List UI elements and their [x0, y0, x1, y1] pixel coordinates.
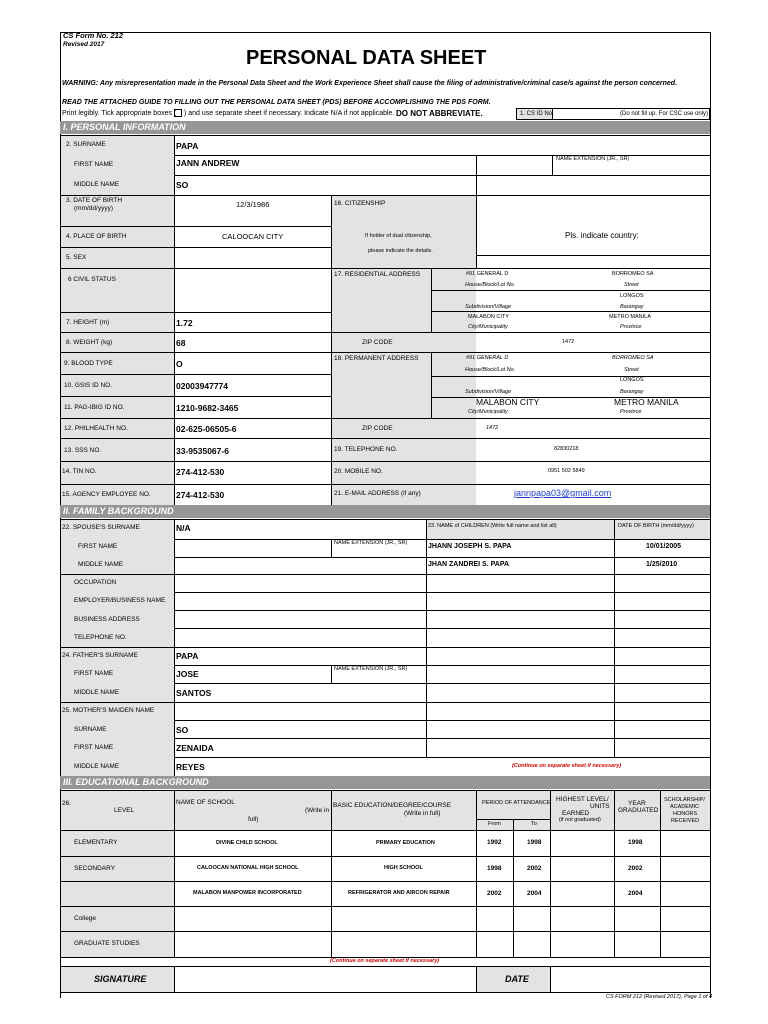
perm-barangay-value[interactable]: LONGOS: [620, 377, 644, 383]
scholarship-header-a: SCHOLARSHIP/: [664, 797, 705, 803]
first-name-value[interactable]: JANN ANDREW: [176, 158, 240, 168]
agency-employee-value[interactable]: 274-412-530: [176, 490, 225, 500]
highest-level-header-a: HIGHEST LEVEL/: [556, 796, 609, 803]
child-dob-1[interactable]: 10/01/2005: [646, 543, 682, 550]
perm-house-value[interactable]: #91 GENERAL D: [466, 355, 509, 361]
blood-type-value[interactable]: O: [176, 359, 183, 369]
year-graduated-header-b: GRADUATED: [618, 807, 659, 814]
name-extension-label: NAME EXTENSION (JR., SR): [556, 156, 630, 162]
spouse-name-ext-label: NAME EXTENSION (JR., SR): [334, 540, 408, 546]
do-not-abbreviate: DO NOT ABBREVIATE.: [396, 109, 483, 118]
cs-id-note: (Do not fill up. For CSC use only): [620, 111, 709, 117]
spouse-surname-label: 22. SPOUSE'S SURNAME: [62, 524, 140, 531]
date-label: DATE: [505, 974, 529, 984]
philhealth-value[interactable]: 02-625-06505-6: [176, 424, 237, 434]
res-house-value[interactable]: #91 GENERAL D: [466, 271, 509, 277]
subdivision-caption: Subdivision/Village: [465, 304, 512, 310]
barangay-caption: Barangay: [620, 304, 644, 310]
revised-note: Revised 2017: [63, 41, 105, 48]
edu-level-5: GRADUATE STUDIES: [74, 940, 140, 947]
father-surname-value[interactable]: PAPA: [176, 651, 199, 661]
course-header: BASIC EDUCATION/DEGREE/COURSE: [333, 802, 451, 809]
middle-name-label: MIDDLE NAME: [74, 181, 120, 188]
dob-label: 3. DATE OF BIRTH: [66, 197, 123, 204]
edu-from-3[interactable]: 2002: [487, 890, 502, 897]
scholarship-header-d: RECEIVED: [671, 818, 700, 824]
place-of-birth-label: 4. PLACE OF BIRTH: [66, 233, 127, 240]
sex-label: 5. SEX: [66, 254, 87, 261]
perm-street-value[interactable]: BORROMEO SA: [612, 355, 654, 361]
res-street-value[interactable]: BORROMEO SA: [612, 271, 654, 277]
edu-number: 26.: [62, 800, 72, 807]
edu-to-3[interactable]: 2004: [527, 890, 542, 897]
level-header: LEVEL: [114, 807, 135, 814]
print-instructions-b: ) and use separate sheet if necessary. Indicate N/A if not applicable.: [184, 110, 395, 117]
page-footer-note: CS FORM 212 (Revised 2017), Page 1 of 4: [606, 994, 713, 1000]
mother-middle-name-label: MIDDLE NAME: [74, 763, 120, 770]
surname-value[interactable]: PAPA: [176, 141, 199, 151]
mobile-value[interactable]: 0951 502 5849: [548, 468, 585, 474]
edu-year-2[interactable]: 2002: [628, 865, 643, 872]
height-label: 7. HEIGHT (m): [66, 319, 110, 326]
spouse-middle-name-label: MIDDLE NAME: [78, 561, 124, 568]
mother-first-name-value[interactable]: ZENAIDA: [176, 743, 214, 753]
pagibig-value[interactable]: 1210-9682-3465: [176, 403, 239, 413]
first-name-label: FIRST NAME: [74, 161, 114, 168]
res-barangay-value[interactable]: LONGOS: [620, 293, 644, 299]
highest-level-header-b: UNITS: [590, 803, 610, 810]
school-header: NAME OF SCHOOL: [176, 799, 235, 806]
city-caption: City/Municipality: [468, 324, 508, 330]
sss-value[interactable]: 33-9535067-6: [176, 446, 229, 456]
res-province-value[interactable]: METRO MANILA: [609, 314, 651, 320]
children-header: 23. NAME of CHILDREN (Write full name and list all): [428, 523, 557, 529]
spouse-telephone-label: TELEPHONE NO.: [74, 634, 127, 641]
edu-course-3[interactable]: REFRIGERATOR AND AIRCON REPAIR: [348, 890, 450, 896]
gsis-value[interactable]: 02003947774: [176, 381, 229, 391]
father-first-name-label: FIRST NAME: [74, 670, 114, 677]
child-dob-2[interactable]: 1/25/2010: [646, 561, 678, 568]
occupation-label: OCCUPATION: [74, 579, 117, 586]
signature-field[interactable]: [175, 967, 475, 992]
perm-province-caption: Province: [620, 409, 642, 415]
telephone-value[interactable]: 82830218: [554, 446, 579, 452]
place-of-birth-value[interactable]: CALOOCAN CITY: [222, 232, 284, 241]
father-middle-name-value[interactable]: SANTOS: [176, 688, 212, 698]
father-middle-name-label: MIDDLE NAME: [74, 689, 120, 696]
mother-middle-name-value[interactable]: REYES: [176, 762, 205, 772]
middle-name-value[interactable]: SO: [176, 180, 189, 190]
edu-from-2[interactable]: 1998: [487, 865, 502, 872]
page-title: PERSONAL DATA SHEET: [246, 47, 487, 69]
children-dob-header: DATE OF BIRTH (mm/dd/yyyy): [618, 523, 694, 529]
year-graduated-header-a: YEAR: [628, 800, 646, 807]
edu-level-1: ELEMENTARY: [74, 839, 118, 846]
mother-surname-label: SURNAME: [74, 726, 107, 733]
citizenship-label: 16. CITIZENSHIP: [334, 200, 386, 207]
tin-label: 14. TIN NO.: [62, 468, 97, 475]
school-full: full): [248, 816, 259, 823]
permanent-address-label: 18. PERMANENT ADDRESS: [334, 355, 419, 362]
perm-zip-label: ZIP CODE: [362, 425, 393, 432]
edu-course-2[interactable]: HIGH SCHOOL: [384, 865, 423, 871]
telephone-label: 19. TELEPHONE NO.: [334, 446, 398, 453]
edu-school-1[interactable]: DIVINE CHILD SCHOOL: [216, 840, 278, 846]
edu-to-2[interactable]: 2002: [527, 865, 542, 872]
edu-level-4: College: [74, 915, 97, 922]
course-subheader: (Write in full): [404, 810, 441, 817]
indicate-country-label: Pls. indicate country:: [565, 231, 639, 240]
perm-barangay-caption: Barangay: [620, 389, 644, 395]
signature-label: SIGNATURE: [94, 974, 147, 984]
child-name-1[interactable]: JHANN JOSEPH S. PAPA: [428, 543, 512, 550]
email-label: 21. E-MAIL ADDRESS (if any): [334, 490, 421, 497]
dob-format-label: (mm/dd/yyyy): [74, 205, 113, 212]
agency-employee-label: 15. AGENCY EMPLOYEE NO.: [62, 491, 151, 498]
street-caption: Street: [624, 282, 639, 288]
section-family-background: II. FAMILY BACKGROUND: [60, 505, 710, 518]
perm-street-caption: Street: [624, 367, 639, 373]
perm-city-value[interactable]: MALABON CITY: [476, 397, 540, 407]
res-zip-value[interactable]: 1472: [562, 339, 575, 345]
period-header: PERIOD OF ATTENDANCE: [482, 800, 551, 806]
edu-school-2[interactable]: CALOOCAN NATIONAL HIGH SCHOOL: [197, 865, 299, 871]
edu-year-1[interactable]: 1998: [628, 839, 643, 846]
scholarship-header-b: ACADEMIC: [670, 804, 700, 810]
edu-school-3[interactable]: MALABON MANPOWER INCORPORATED: [193, 890, 302, 896]
read-notice: READ THE ATTACHED GUIDE TO FILLING OUT THE PERSONAL DATA SHEET (PDS) BEFORE ACCOMPLISHING THE PDS FORM.: [62, 99, 491, 106]
civil-status-label: 6 CIVIL STATUS: [68, 276, 116, 283]
section-personal-information: I. PERSONAL INFORMATION: [60, 121, 710, 134]
employer-label: EMPLOYER/BUSINESS NAME: [74, 597, 166, 604]
spouse-surname-value[interactable]: N/A: [176, 523, 191, 533]
mother-maiden-label: 25. MOTHER'S MAIDEN NAME: [62, 707, 155, 714]
print-instructions-a: Print legibly. Tick appropriate boxes (: [62, 110, 177, 117]
province-caption: Province: [620, 324, 642, 330]
spouse-first-name-label: FIRST NAME: [78, 543, 118, 550]
family-continue-note: (Continue on separate sheet if necessary): [512, 763, 622, 769]
form-number: CS Form No. 212: [63, 31, 124, 40]
residential-address-label: 17. RESIDENTIAL ADDRESS: [334, 271, 421, 278]
dual-citizenship-note-a: If holder of dual citizenship,: [365, 233, 432, 239]
sss-label: 13. SSS NO.: [64, 447, 102, 454]
highest-level-header-c: EARNED: [562, 810, 590, 817]
highest-level-header-d: (if not graduated): [559, 817, 601, 823]
from-header: From: [488, 821, 501, 827]
cs-id-label: 1. CS ID No.: [520, 111, 554, 117]
weight-value[interactable]: 68: [176, 338, 186, 348]
edu-level-2: SECONDARY: [74, 865, 116, 872]
house-caption: House/Block/Lot No.: [465, 282, 516, 288]
tick-box-sample: [174, 109, 182, 117]
edu-course-1[interactable]: PRIMARY EDUCATION: [376, 840, 435, 846]
gsis-label: 10. GSIS ID NO.: [64, 382, 113, 389]
edu-from-1[interactable]: 1992: [487, 839, 502, 846]
edu-continue-note: (Continue on separate sheet if necessary): [330, 958, 440, 964]
section-educational-background: III. EDUCATIONAL BACKGROUND: [60, 776, 710, 789]
mobile-label: 20. MOBILE NO.: [334, 468, 383, 475]
blood-type-label: 9. BLOOD TYPE: [64, 360, 113, 367]
height-value[interactable]: 1.72: [176, 318, 193, 328]
perm-house-caption: House/Block/Lot No.: [465, 367, 516, 373]
tin-value[interactable]: 274-412-530: [176, 467, 225, 477]
perm-province-value[interactable]: METRO MANILA: [614, 397, 679, 407]
pagibig-label: 11. PAG-IBIG ID NO.: [64, 404, 125, 411]
father-name-ext-label: NAME EXTENSION (JR., SR): [334, 666, 408, 672]
child-name-2[interactable]: JHAN ZANDREI S. PAPA: [428, 561, 510, 568]
res-city-value[interactable]: MALABON CITY: [468, 314, 509, 320]
perm-city-caption: City/Municipality: [468, 409, 508, 415]
res-zip-label: ZIP CODE: [362, 339, 393, 346]
warning-text: WARNING: Any misrepresentation made in the Personal Data Sheet and the Work Experience Sheet shall cause the filing of administrative/criminal case/s against the person concerned.: [62, 80, 678, 87]
philhealth-label: 12. PHILHEALTH NO.: [64, 425, 128, 432]
business-address-label: BUSINESS ADDRESS: [74, 616, 140, 623]
school-write-in: (Write in: [305, 807, 330, 814]
mother-surname-value[interactable]: SO: [176, 725, 189, 735]
weight-label: 8. WEIGHT (kg): [66, 339, 113, 346]
father-surname-label: 24. FATHER'S SURNAME: [62, 652, 138, 659]
edu-year-3[interactable]: 2004: [628, 890, 643, 897]
scholarship-header-c: HONORS: [673, 811, 698, 817]
dual-citizenship-note-b: please indicate the details.: [368, 248, 433, 254]
father-first-name-value[interactable]: JOSE: [176, 669, 199, 679]
dob-value[interactable]: 12/3/1986: [236, 200, 270, 209]
edu-to-1[interactable]: 1998: [527, 839, 542, 846]
date-field[interactable]: [551, 967, 709, 992]
perm-subdivision-caption: Subdivision/Village: [465, 389, 512, 395]
perm-zip-value[interactable]: 1472: [486, 425, 499, 431]
surname-label: 2. SURNAME: [66, 141, 106, 148]
email-value[interactable]: jannpapa03@gmail.com: [514, 488, 612, 498]
mother-first-name-label: FIRST NAME: [74, 744, 114, 751]
to-header: To: [531, 821, 537, 827]
